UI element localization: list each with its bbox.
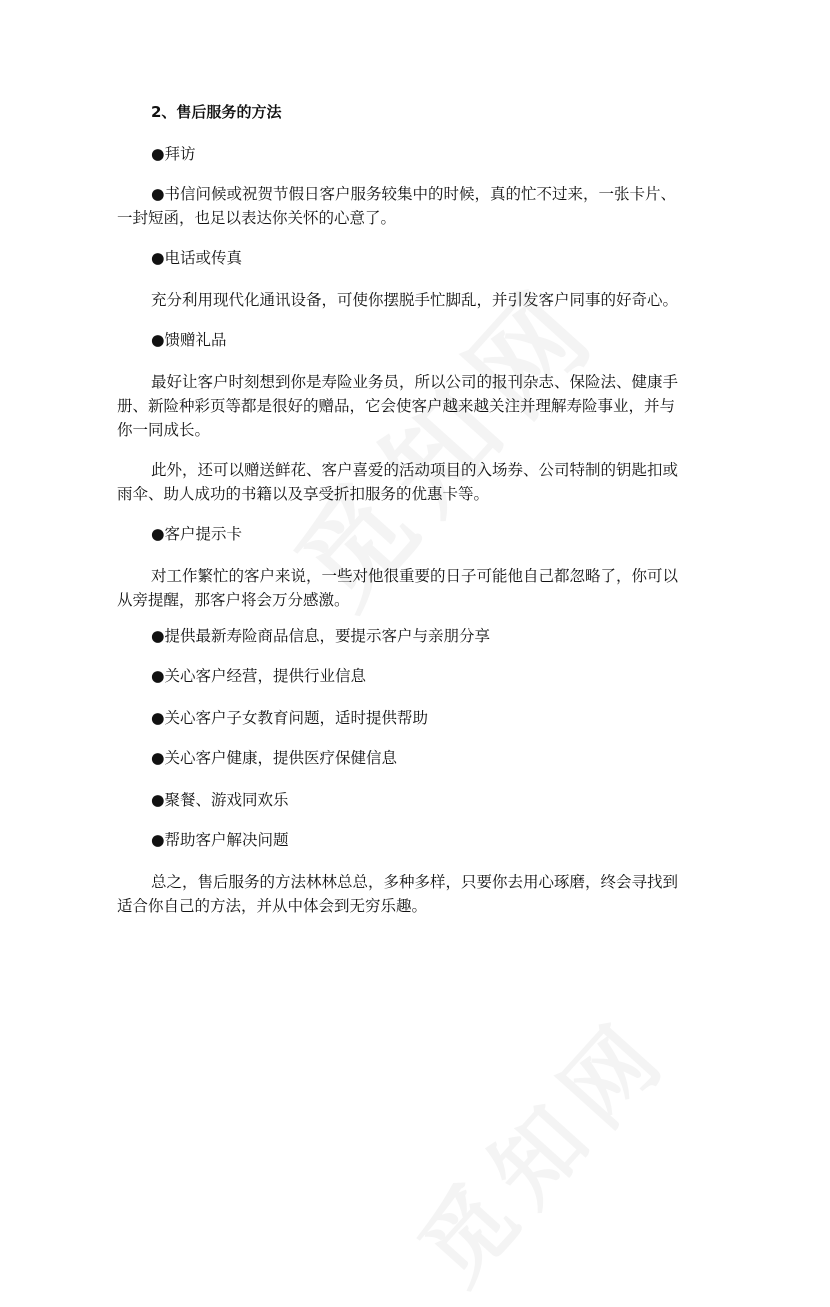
- bullet-item: ●关心客户经营，提供行业信息: [151, 667, 367, 685]
- bullet-item: ●提供最新寿险商品信息，要提示客户与亲朋分享: [151, 627, 491, 645]
- paragraph-line: 册、新险种彩页等都是很好的赠品，它会使客户越来越关注并理解寿险事业，并与: [117, 397, 676, 415]
- bullet-item: ●馈赠礼品: [151, 331, 227, 349]
- paragraph-line: 对工作繁忙的客户来说，一些对他很重要的日子可能他自己都忽略了，你可以: [151, 567, 679, 585]
- paragraph-line: 此外，还可以赠送鲜花、客户喜爱的活动项目的入场券、公司特制的钥匙扣或: [151, 461, 679, 479]
- paragraph-line: 适合你自己的方法，并从中体会到无穷乐趣。: [117, 897, 428, 915]
- paragraph-line: ●书信问候或祝贺节假日客户服务较集中的时候，真的忙不过来，一张卡片、: [151, 185, 677, 203]
- bullet-item: ●关心客户子女教育问题，适时提供帮助: [151, 709, 429, 727]
- paragraph-line: 雨伞、助人成功的书籍以及享受折扣服务的优惠卡等。: [117, 485, 490, 503]
- paragraph-line: 你一同成长。: [117, 421, 211, 439]
- paragraph-line: 最好让客户时刻想到你是寿险业务员，所以公司的报刊杂志、保险法、健康手: [151, 373, 679, 391]
- paragraph-line: 从旁提醒，那客户将会万分感激。: [117, 591, 350, 609]
- section-heading: 2、售后服务的方法: [151, 103, 282, 121]
- bullet-item: ●帮助客户解决问题: [151, 831, 289, 849]
- bullet-item: ●电话或传真: [151, 249, 243, 267]
- paragraph-line: 充分利用现代化通讯设备，可使你摆脱手忙脚乱，并引发客户同事的好奇心。: [151, 291, 679, 309]
- watermark: [384, 983, 693, 1306]
- bullet-item: ●聚餐、游戏同欢乐: [151, 791, 289, 809]
- paragraph-line: 一封短函，也足以表达你关怀的心意了。: [117, 209, 397, 227]
- bullet-item: ●关心客户健康，提供医疗保健信息: [151, 749, 398, 767]
- paragraph-line: 总之，售后服务的方法林林总总，多种多样，只要你去用心琢磨，终会寻找到: [151, 873, 679, 891]
- bullet-item: ●拜访: [151, 145, 196, 163]
- bullet-item: ●客户提示卡: [151, 525, 243, 543]
